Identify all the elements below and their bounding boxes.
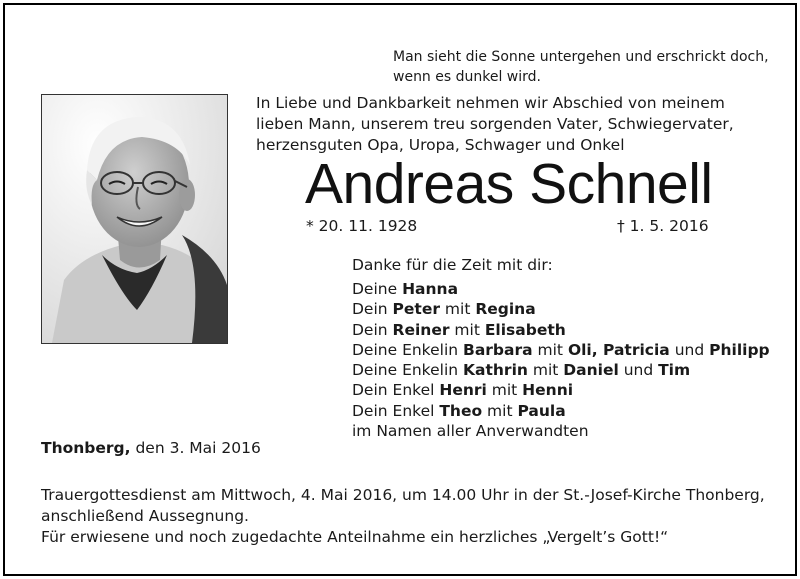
intro-text — [256, 93, 756, 156]
deceased-name: Andreas Schnell — [305, 152, 713, 216]
obituary-notice — [3, 3, 797, 576]
motto-line: wenn es dunkel wird. — [393, 69, 541, 85]
place-date — [41, 439, 261, 457]
motto-quote — [393, 47, 783, 87]
closing-thanks: Für erwiesene und noch zugedachte Anteilnahme ein herzliches „Vergelt’s Gott!“ — [41, 528, 669, 546]
service-info — [41, 485, 781, 527]
family-line: im Namen aller Anverwandten — [352, 422, 589, 441]
family-line: Dein Reiner mit Elisabeth — [352, 320, 566, 339]
family-line: Dein Peter mit Regina — [352, 300, 536, 319]
family-line: Deine Hanna — [352, 280, 459, 298]
death-date: † 1. 5. 2016 — [617, 217, 709, 235]
family-line: Dein Enkel Henri mit Henni — [352, 381, 574, 400]
notice-date: den 3. Mai 2016 — [130, 439, 261, 457]
portrait-photo — [41, 94, 228, 344]
family-line: Dein Enkel Theo mit Paula — [352, 401, 566, 420]
family-line: Deine Enkelin Kathrin mit Daniel und Tim — [352, 361, 691, 380]
family-list — [352, 279, 770, 441]
intro-line: lieben Mann, unserem treu sorgenden Vater, Schwiegervater, — [256, 115, 734, 133]
intro-line: In Liebe und Dankbarkeit nehmen wir Abschied von meinem — [256, 94, 725, 112]
family-line: Deine Enkelin Barbara mit Oli, Patricia und Philipp — [352, 340, 770, 359]
birth-date: * 20. 11. 1928 — [306, 217, 418, 235]
service-line: Trauergottesdienst am Mittwoch, 4. Mai 2016, um 14.00 Uhr in der St.-Josef-Kirche Thonberg, — [41, 486, 765, 504]
thanks-heading: Danke für die Zeit mit dir: — [352, 256, 553, 274]
motto-line: Man sieht die Sonne untergehen und erschrickt doch, — [393, 49, 769, 65]
portrait-icon — [42, 95, 227, 343]
service-line: anschließend Aussegnung. — [41, 507, 249, 525]
intro-line: herzensguten Opa, Uropa, Schwager und Onkel — [256, 136, 625, 154]
place-name: Thonberg, — [41, 439, 131, 457]
